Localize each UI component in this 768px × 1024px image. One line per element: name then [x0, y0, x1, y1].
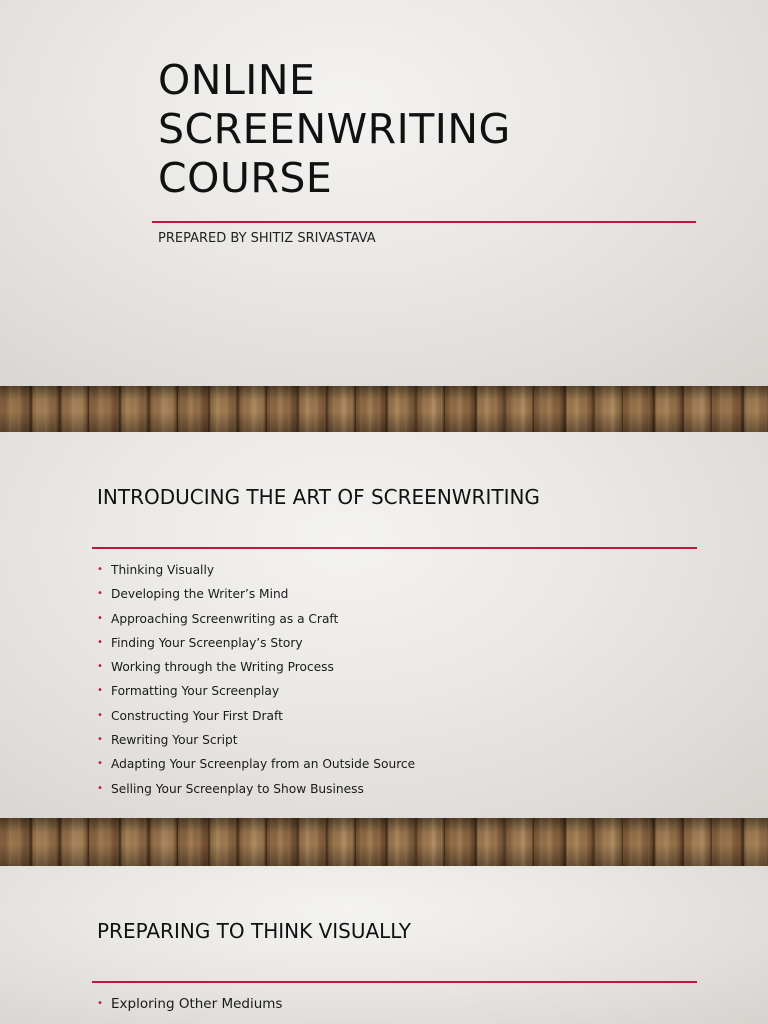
bullet-icon: •: [97, 758, 103, 770]
author-subtitle: PREPARED BY SHITIZ SRIVASTAVA: [158, 231, 376, 246]
accent-divider: [92, 981, 697, 983]
list-item-text: Adapting Your Screenplay from an Outside Source: [111, 757, 416, 772]
bullet-icon: •: [97, 998, 103, 1009]
topic-list: [97, 558, 415, 801]
bullet-icon: •: [97, 636, 103, 648]
list-item: [97, 752, 415, 776]
bullet-icon: •: [97, 612, 103, 624]
list-item: [97, 704, 415, 728]
list-item: [97, 558, 415, 582]
list-item: [97, 777, 415, 801]
course-title-line-1: ONLINE: [158, 56, 316, 104]
list-item: [97, 582, 415, 606]
accent-divider: [92, 547, 697, 549]
accent-divider: [152, 221, 696, 223]
bullet-icon: •: [97, 564, 103, 575]
list-item-text: Constructing Your First Draft: [111, 708, 283, 723]
list-item-text: Developing the Writer’s Mind: [111, 587, 289, 602]
list-item-text: Rewriting Your Script: [111, 733, 238, 748]
bullet-icon: •: [97, 782, 103, 794]
list-item-text: Finding Your Screenplay’s Story: [111, 635, 303, 650]
list-item: [97, 992, 282, 1016]
course-title-line-2: SCREENWRITING: [158, 105, 511, 153]
list-item-text: Exploring Other Mediums: [111, 996, 283, 1012]
list-item-text: Formatting Your Screenplay: [111, 684, 280, 699]
list-item: [97, 655, 415, 679]
bullet-icon: •: [97, 588, 103, 600]
list-item-text: Approaching Screenwriting as a Craft: [111, 611, 339, 626]
bullet-icon: •: [97, 685, 103, 697]
bullet-icon: •: [97, 734, 103, 746]
list-item-text: Working through the Writing Process: [111, 660, 334, 675]
slide-heading: PREPARING TO THINK VISUALLY: [97, 919, 412, 943]
course-title-line-3: COURSE: [158, 154, 333, 202]
course-title: [158, 56, 511, 203]
list-item: [97, 728, 415, 752]
wood-floor-divider: [0, 818, 768, 866]
topic-list: [97, 992, 282, 1016]
list-item-text: Selling Your Screenplay to Show Business: [111, 781, 364, 796]
slide-title: [0, 0, 768, 386]
slide-introducing: [0, 432, 768, 818]
list-item-text: Thinking Visually: [111, 563, 215, 577]
wood-floor-divider: [0, 386, 768, 432]
bullet-icon: •: [97, 661, 103, 673]
list-item: [97, 607, 415, 631]
list-item: [97, 631, 415, 655]
list-item: [97, 679, 415, 703]
bullet-icon: •: [97, 709, 103, 721]
slide-heading: INTRODUCING THE ART OF SCREENWRITING: [97, 485, 540, 509]
slide-preparing: [0, 866, 768, 1024]
